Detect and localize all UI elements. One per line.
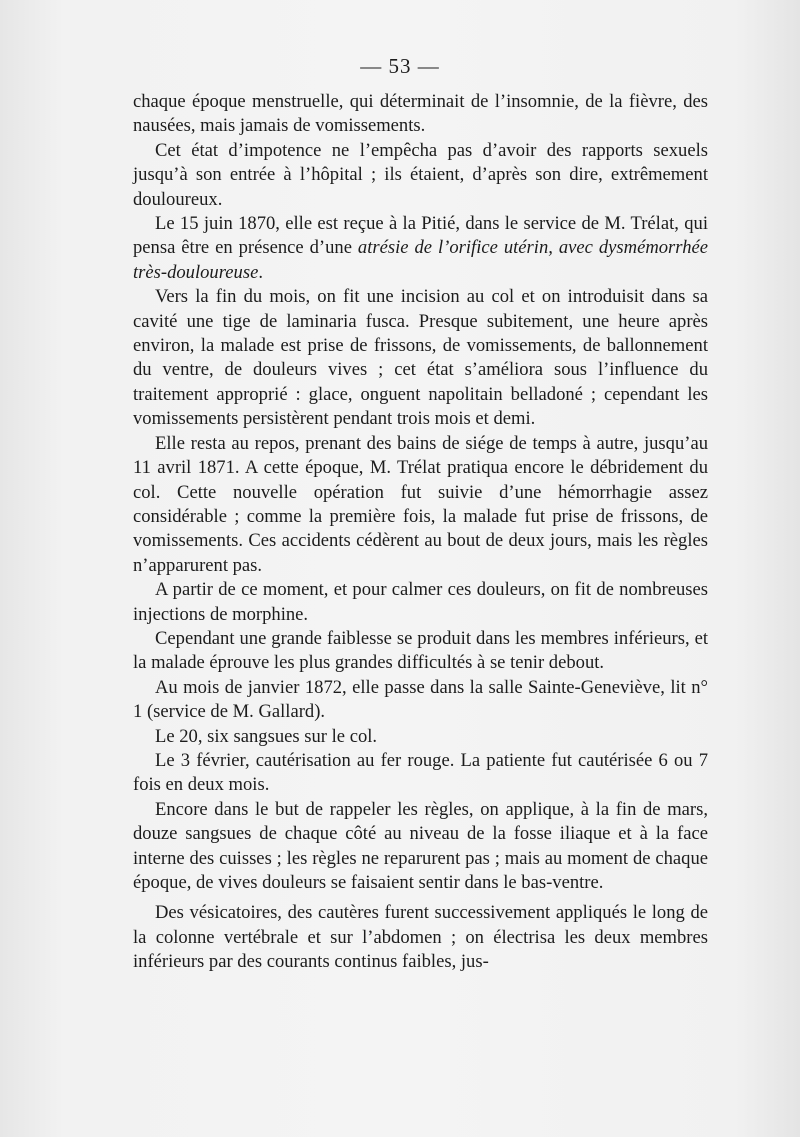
- text-run: Le 15 juin 1870, elle est reçue à la Pitié, dans le service de M. Trélat, qui pensa être en présence d’une: [133, 213, 708, 259]
- text-run: Le 20, six sangsues sur le col.: [155, 725, 378, 747]
- paragraph-rest: [133, 432, 708, 578]
- text-run: Cet état d’impotence ne l’empêcha pas d’avoir des rapports sexuels jusqu’à son entrée à l’hôpital ; ils étaient, d’après son dire, extrêmement douloureux.: [133, 139, 708, 210]
- page-number: — 53 —: [360, 54, 440, 78]
- paragraph-january-1872: [133, 676, 708, 725]
- paragraph-incision: [133, 285, 708, 431]
- text-run: Cependant une grande faiblesse se produit dans les membres inférieurs, et la malade éprouve les plus grandes difficultés à se tenir debout.: [133, 627, 708, 674]
- text-run: .: [258, 261, 263, 283]
- paragraph-impotence: [133, 139, 708, 212]
- paragraph-vesicatories: [133, 901, 708, 974]
- text-run: Au mois de janvier 1872, elle passe dans la salle Sainte-Geneviève, lit n° 1 (service de M. Gallard).: [133, 676, 708, 723]
- paragraph-cauterisation: [133, 749, 708, 798]
- paragraph-weakness: [133, 627, 708, 676]
- paragraph-morphine: [133, 578, 708, 627]
- text-run: A partir de ce moment, et pour calmer ces douleurs, on fit de nombreuses injections de morphine.: [133, 579, 708, 625]
- text-run: Le 3 février, cautérisation au fer rouge. La patiente fut cautérisée 6 ou 7 fois en deux mois.: [133, 749, 708, 796]
- body-text: [133, 90, 708, 975]
- italic-diagnosis: atrésie de l’orifice utérin, avec dysmémorrhée très-douloureuse: [133, 237, 708, 283]
- text-run: Elle resta au repos, prenant des bains de siége de temps à autre, jusqu’au 11 avril 1871. A cette époque, M. Trélat pratiqua encore le débridement du col. Cette nouvelle opération fut suivie d’une hémorrhagie assez considérable ; comme la première fois, la malade fut prise de frissons, de vomissements. Ces accidents cédèrent au bout de deux jours, mais les règles n’apparurent pas.: [133, 432, 708, 576]
- text-run: Des vésicatoires, des cautères furent successivement appliqués le long de la colonne vertébrale et sur l’abdomen ; on électrisa les deux membres inférieurs par des courants continus faibles, jus-: [133, 902, 708, 973]
- text-run: chaque époque menstruelle, qui déterminait de l’insomnie, de la fièvre, des nausées, mais jamais de vomissements.: [133, 91, 708, 137]
- text-run: Vers la fin du mois, on fit une incision au col et on introduisit dans sa cavité une tige de laminaria fusca. Presque subitement, une heure après environ, la malade est prise de frissons, de vomissements, de ballonnement du ventre, de douleurs vives ; cet état s’améliora sous l’influence du traitement approprié : glace, onguent napolitain belladoné ; cependant les vomissements persistèrent pendant trois mois et demi.: [133, 286, 708, 430]
- paragraph-leeches-col: [133, 725, 708, 749]
- paragraph-menstrual-epoch: [133, 90, 708, 139]
- paragraph-pitie-admission: [133, 212, 708, 285]
- paragraph-leeches-iliac: [133, 798, 708, 896]
- text-run: Encore dans le but de rappeler les règles, on applique, à la fin de mars, douze sangsues de chaque côté au niveau de la fosse iliaque et à la face interne des cuisses ; les règles ne reparurent pas ; mais au moment de chaque époque, de vives douleurs se faisaient sentir dans le bas-ventre.: [133, 798, 708, 893]
